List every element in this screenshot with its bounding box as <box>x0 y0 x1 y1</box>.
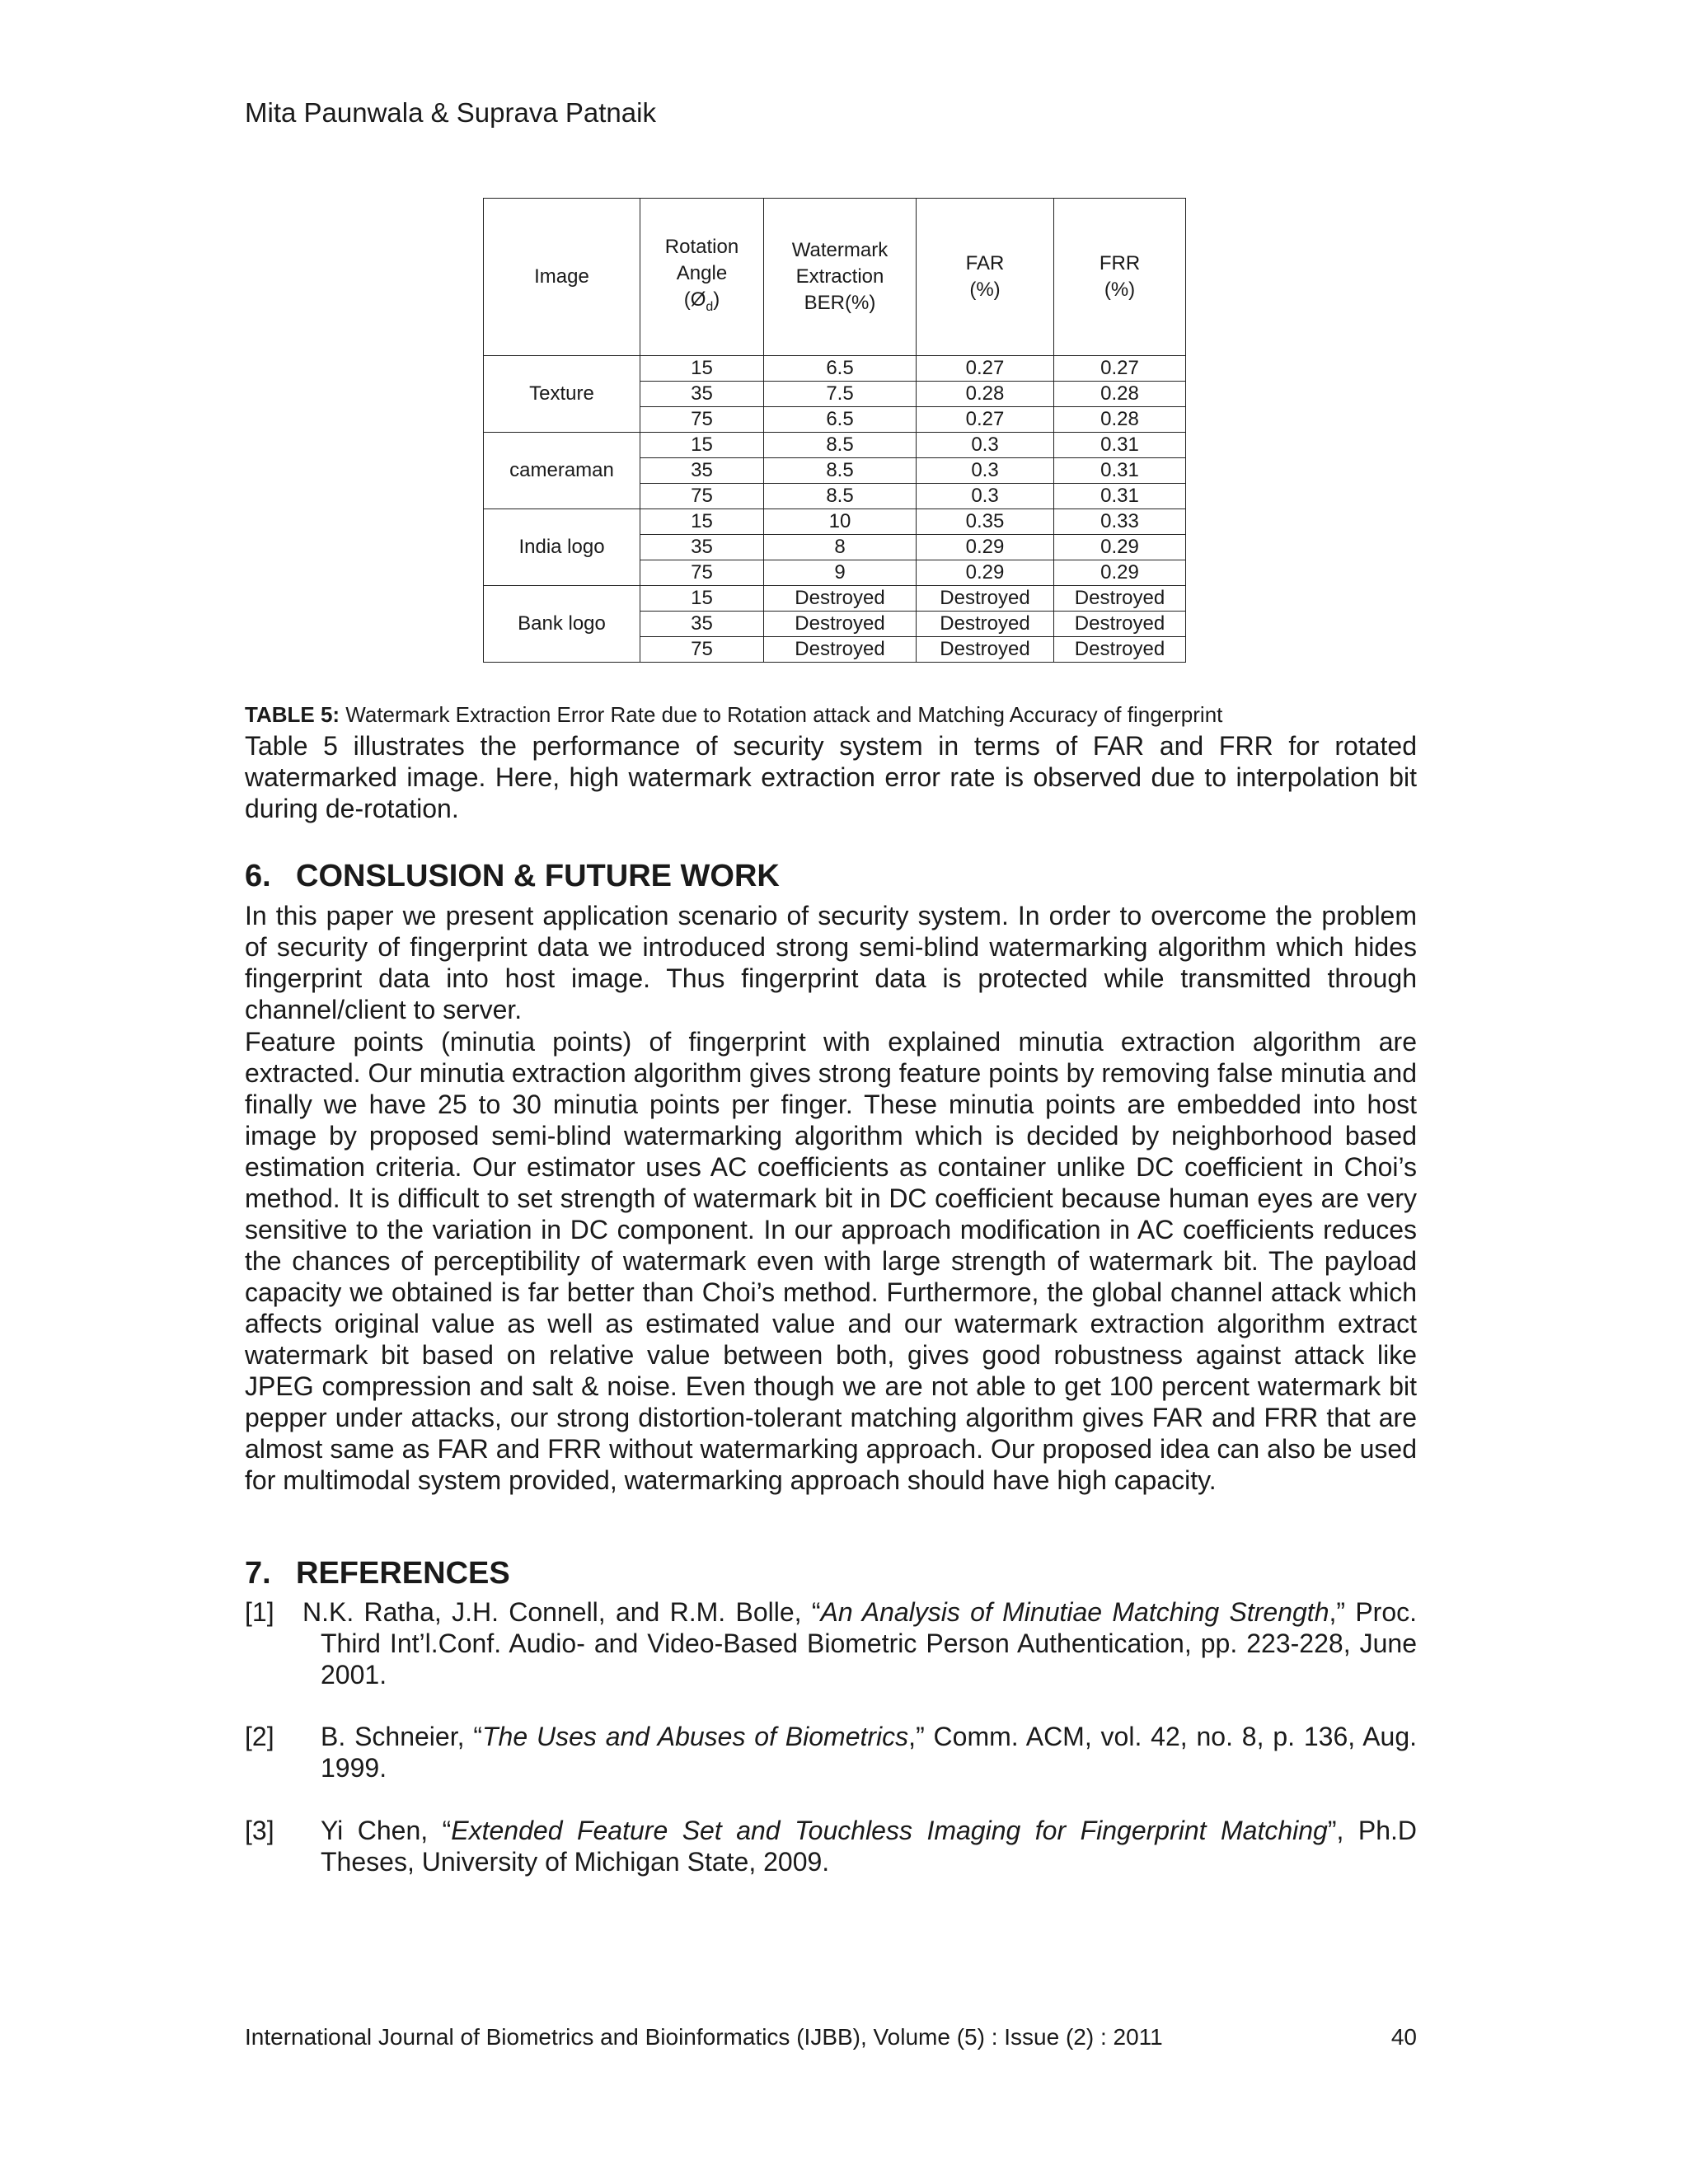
angle-cell: 35 <box>640 458 764 484</box>
ber-cell: Destroyed <box>764 612 917 637</box>
ber-cell: 8.5 <box>764 458 917 484</box>
reference-title: The Uses and Abuses of Biometrics <box>481 1722 909 1751</box>
ber-cell: 7.5 <box>764 382 917 407</box>
ber-cell: 9 <box>764 560 917 586</box>
table-description-paragraph: Table 5 illustrates the performance of security system in terms of FAR and FRR for rotated watermarked image. Here, high watermark extraction error rate is observed due to interpolation bit during de-rotation. <box>245 731 1417 823</box>
frr-cell: 0.29 <box>1054 560 1186 586</box>
caption-label: TABLE 5: <box>245 702 340 727</box>
far-cell: 0.27 <box>917 356 1054 382</box>
page-footer <box>245 2024 1417 2050</box>
ber-cell: 10 <box>764 509 917 535</box>
conclusion-paragraph-1: In this paper we present application scenario of security system. In order to overcome the problem of security of fingerprint data we introduced strong semi-blind watermarking algorithm which hides fingerprint data into host image. Thus fingerprint data is protected while transmitted through channel/client to server. <box>245 901 1417 1024</box>
angle-cell: 15 <box>640 586 764 612</box>
caption-text: Watermark Extraction Error Rate due to Rotation attack and Matching Accuracy of fingerprint <box>340 702 1223 727</box>
conclusion-paragraph-2: Feature points (minutia points) of fingerprint with explained minutia extraction algorithm are extracted. Our minutia extraction algorithm gives strong feature points by removing false minutia and finally we have 25 to 30 minutia points per finger. These minutia points are embedded into host image by proposed semi-blind watermarking algorithm which is decided by neighborhood based estimation criteria. Our estimator uses AC coefficients as container unlike DC coefficient in Choi’s method. It is difficult to set strength of watermark bit in DC coefficient because human eyes are very sensitive to the variation in DC component. In our approach modification in AC coefficients reduces the chances of perceptibility of watermark even with large strength of watermark bit. The payload capacity we obtained is far better than Choi’s method. Furthermore, the global channel attack which affects original value as well as estimated value and our watermark extraction algorithm extract watermark bit based on relative value between both, gives good robustness against attack like JPEG compression and salt & noise. Even though we are not able to get 100 percent watermark bit pepper under attacks, our strong distortion-tolerant matching algorithm gives FAR and FRR that are almost same as FAR and FRR without watermarking approach. Our proposed idea can also be used for multimodal system provided, watermarking approach should have high capacity. <box>245 1027 1417 1495</box>
angle-cell: 15 <box>640 509 764 535</box>
table-header-row <box>484 199 1186 356</box>
reference-item: [3] Yi Chen, “Extended Feature Set and Touchless Imaging for Fingerprint Matching”, Ph.D Theses, University of Michigan State, 2009. <box>245 1816 1418 1877</box>
angle-cell: 75 <box>640 484 764 509</box>
footer-journal: International Journal of Biometrics and Bioinformatics (IJBB), Volume (5) : Issue (2) : 2011 <box>245 2024 1163 2050</box>
far-cell: 0.3 <box>917 484 1054 509</box>
frr-cell: 0.33 <box>1054 509 1186 535</box>
image-cell: Texture <box>484 356 640 433</box>
frr-cell: 0.31 <box>1054 484 1186 509</box>
frr-cell: 0.31 <box>1054 433 1186 458</box>
image-cell: cameraman <box>484 433 640 509</box>
frr-cell: 0.27 <box>1054 356 1186 382</box>
angle-cell: 15 <box>640 356 764 382</box>
frr-cell: 0.31 <box>1054 458 1186 484</box>
header-image: Image <box>484 199 640 356</box>
ber-cell: 6.5 <box>764 407 917 433</box>
ber-cell: 8.5 <box>764 433 917 458</box>
image-cell: Bank logo <box>484 586 640 663</box>
ber-cell: 8 <box>764 535 917 560</box>
frr-cell: 0.29 <box>1054 535 1186 560</box>
frr-cell: 0.28 <box>1054 407 1186 433</box>
header-frr: FRR (%) <box>1054 199 1186 356</box>
ber-cell: Destroyed <box>764 637 917 663</box>
frr-cell: Destroyed <box>1054 586 1186 612</box>
far-cell: Destroyed <box>917 586 1054 612</box>
image-cell: India logo <box>484 509 640 586</box>
far-cell: 0.35 <box>917 509 1054 535</box>
far-cell: 0.3 <box>917 433 1054 458</box>
running-header: Mita Paunwala & Suprava Patnaik <box>245 97 656 128</box>
angle-cell: 15 <box>640 433 764 458</box>
results-table <box>483 198 1186 663</box>
table-row <box>484 356 1186 382</box>
header-ber: Watermark Extraction BER(%) <box>764 199 917 356</box>
far-cell: 0.28 <box>917 382 1054 407</box>
table-row <box>484 433 1186 458</box>
angle-cell: 35 <box>640 382 764 407</box>
reference-title: Extended Feature Set and Touchless Imaging for Fingerprint Matching <box>451 1816 1328 1845</box>
section-heading-conclusion: 6. CONSLUSION & FUTURE WORK <box>245 859 780 893</box>
table-caption <box>245 702 1222 728</box>
ber-cell: 6.5 <box>764 356 917 382</box>
far-cell: 0.27 <box>917 407 1054 433</box>
far-cell: 0.29 <box>917 560 1054 586</box>
header-rotation-angle: Rotation Angle $(Ø_d)$ <box>640 199 764 356</box>
frr-cell: 0.28 <box>1054 382 1186 407</box>
far-cell: 0.29 <box>917 535 1054 560</box>
header-far: FAR (%) <box>917 199 1054 356</box>
results-table-container <box>483 198 1186 663</box>
angle-cell: 35 <box>640 612 764 637</box>
far-cell: Destroyed <box>917 612 1054 637</box>
page-number: 40 <box>1390 2024 1417 2050</box>
far-cell: 0.3 <box>917 458 1054 484</box>
reference-item: [1] N.K. Ratha, J.H. Connell, and R.M. Bolle, “An Analysis of Minutiae Matching Strength,” Proc. Third Int’l.Conf. Audio- and Video-Based Biometric Person Authentication, pp. 223-228, June 2001. <box>245 1597 1418 1690</box>
angle-cell: 75 <box>640 560 764 586</box>
angle-cell: 75 <box>640 407 764 433</box>
ber-cell: Destroyed <box>764 586 917 612</box>
angle-cell: 75 <box>640 637 764 663</box>
reference-item: [2] B. Schneier, “The Uses and Abuses of Biometrics,” Comm. ACM, vol. 42, no. 8, p. 136, Aug. 1999. <box>245 1722 1418 1783</box>
angle-cell: 35 <box>640 535 764 560</box>
table-row <box>484 509 1186 535</box>
section-heading-references: 7. REFERENCES <box>245 1556 510 1591</box>
frr-cell: Destroyed <box>1054 612 1186 637</box>
far-cell: Destroyed <box>917 637 1054 663</box>
table-row <box>484 586 1186 612</box>
frr-cell: Destroyed <box>1054 637 1186 663</box>
ber-cell: 8.5 <box>764 484 917 509</box>
reference-title: An Analysis of Minutiae Matching Strength <box>820 1597 1329 1627</box>
